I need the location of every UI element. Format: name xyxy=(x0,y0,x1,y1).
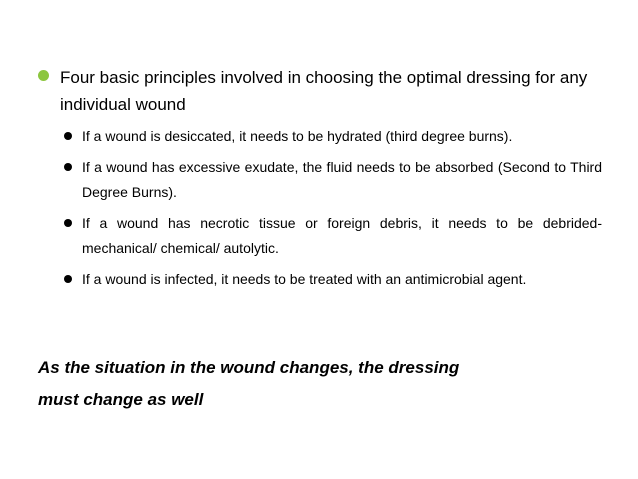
sub-bullet-list xyxy=(64,124,602,298)
bullet-dot-icon xyxy=(64,163,72,171)
main-bullet-text: Four basic principles involved in choosing the optimal dressing for any individual wound xyxy=(60,68,588,114)
conclusion-line: must change as well xyxy=(38,390,204,409)
sub-bullet-text: If a wound is desiccated, it needs to be hydrated (third degree burns). xyxy=(82,128,513,144)
sub-bullet-item xyxy=(64,155,602,205)
sub-bullet-item xyxy=(64,267,602,292)
conclusion-line: As the situation in the wound changes, the dressing xyxy=(38,358,460,377)
sub-bullet-item xyxy=(64,211,602,261)
bullet-dot-icon xyxy=(64,275,72,283)
sub-bullet-text: If a wound has excessive exudate, the fluid needs to be absorbed (Second to Third Degree Burns). xyxy=(82,159,602,200)
bullet-dot-icon xyxy=(64,219,72,227)
sub-bullet-item xyxy=(64,124,602,149)
main-bullet xyxy=(38,64,603,118)
conclusion-text xyxy=(38,352,598,416)
bullet-dot-icon xyxy=(64,132,72,140)
sub-bullet-text: If a wound is infected, it needs to be treated with an antimicrobial agent. xyxy=(82,271,527,287)
sub-bullet-text: If a wound has necrotic tissue or foreign debris, it needs to be debrided- mechanical/ chemical/ autolytic. xyxy=(82,215,602,256)
bullet-dot-icon xyxy=(38,70,49,81)
